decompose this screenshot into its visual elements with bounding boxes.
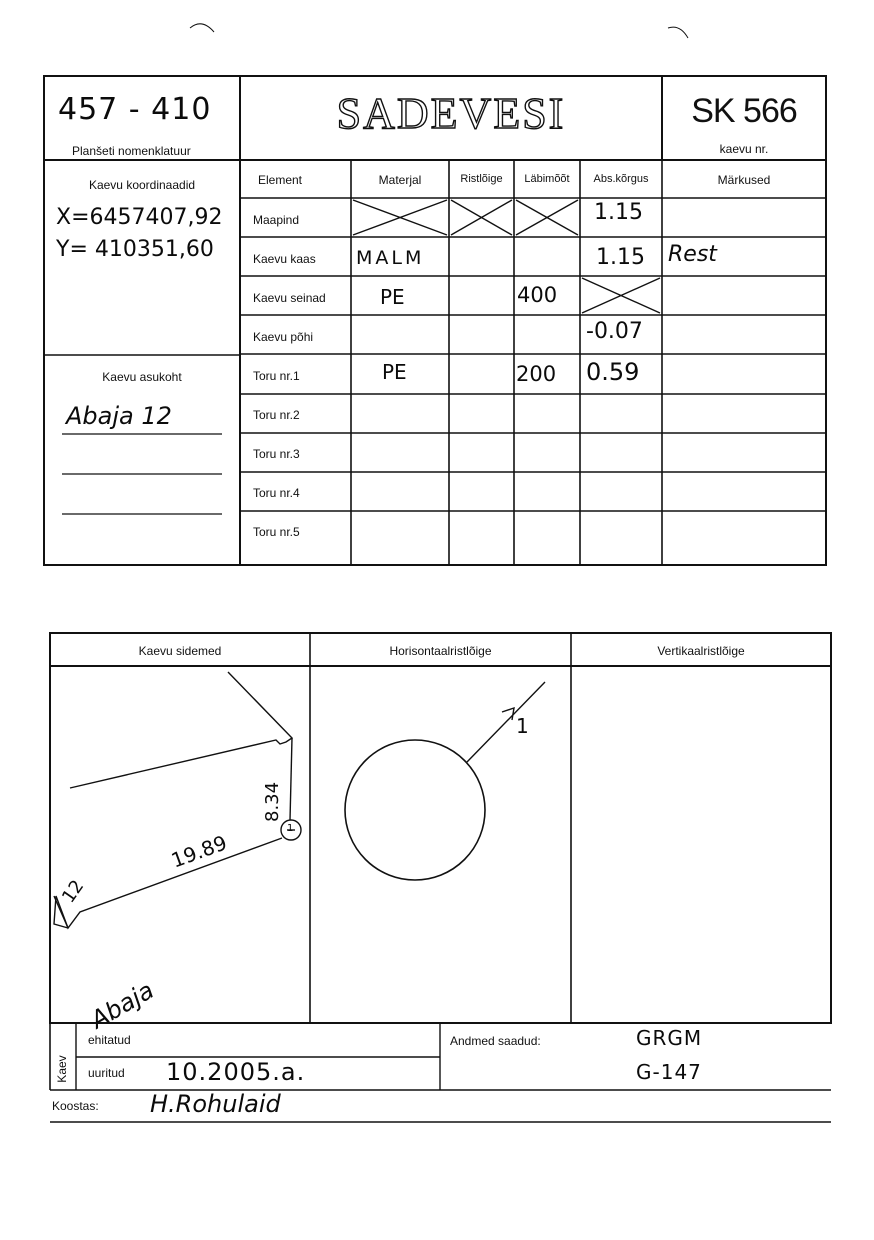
row-label-walls: Kaevu seinad	[253, 291, 326, 305]
row-label-pipe-5: Toru nr.5	[253, 525, 300, 539]
row-label-pipe-3: Toru nr.3	[253, 447, 300, 461]
walls-diameter: 400	[517, 283, 558, 307]
cover-abs-height: 1.15	[596, 245, 645, 270]
dimension-short: 8.34	[262, 781, 283, 822]
vertical-section-header: Vertikaalristlõige	[657, 644, 745, 658]
ties-header: Kaevu sidemed	[138, 644, 222, 658]
col-header-element: Element	[257, 173, 303, 187]
nomenclature-value: 457 - 410	[58, 92, 212, 127]
ground-abs-height: 1.15	[594, 200, 643, 225]
well-number-label: kaevu nr.	[719, 142, 769, 156]
punch-mark	[190, 24, 214, 32]
punch-mark	[668, 27, 688, 38]
coordinate-y: Y= 410351,60	[56, 237, 214, 262]
corner-label: 12	[58, 876, 89, 908]
well-marker: 1	[287, 823, 294, 834]
pipe-1-abs-height: 0.59	[586, 358, 640, 386]
coordinate-x: X=6457407,92	[56, 205, 223, 230]
nomenclature-label: Planšeti nomenklatuur	[72, 144, 191, 158]
data-source-value-2: G-147	[636, 1060, 702, 1084]
data-source-label: Andmed saadud:	[450, 1034, 541, 1048]
data-source-value-1: GRGM	[636, 1026, 703, 1050]
coordinates-label: Kaevu koordinaadid	[88, 178, 196, 192]
row-label-bottom: Kaevu põhi	[253, 330, 314, 344]
row-label-pipe-4: Toru nr.4	[253, 486, 300, 500]
compiled-label: Koostas:	[52, 1099, 99, 1113]
pipe-1-material: PE	[382, 360, 407, 384]
pipe-label: 1	[516, 714, 529, 738]
row-label-pipe-2: Toru nr.2	[253, 408, 300, 422]
walls-material: PE	[380, 285, 405, 309]
location-value: Abaja 12	[66, 402, 172, 430]
pipe-1-diameter: 200	[516, 362, 557, 386]
bottom-abs-height: -0.07	[586, 319, 643, 344]
col-header-diameter: Läbimõõt	[524, 173, 570, 185]
form-title: SADEVESI	[336, 89, 566, 138]
dimension-long: 19.89	[168, 830, 231, 873]
col-header-cross-section: Ristlõige	[460, 173, 503, 185]
compiled-value: H.Rohulaid	[150, 1090, 281, 1118]
col-header-abs-height: Abs.kõrgus	[593, 173, 649, 185]
built-label: ehitatud	[88, 1033, 131, 1047]
row-label-pipe-1: Toru nr.1	[253, 369, 300, 383]
side-label-well: Kaev	[55, 1055, 69, 1083]
street-name: Abaja	[86, 976, 159, 1035]
surveyed-label: uuritud	[88, 1066, 125, 1080]
row-label-cover: Kaevu kaas	[253, 252, 316, 266]
row-label-ground: Maapind	[253, 213, 300, 227]
location-label: Kaevu asukoht	[102, 370, 182, 384]
horizontal-section-header: Horisontaalristlõige	[389, 644, 492, 658]
col-header-notes: Märkused	[717, 173, 771, 187]
well-number-value: SK 566	[691, 92, 797, 130]
cover-note: Rest	[668, 242, 717, 267]
surveyed-value: 10.2005.a.	[166, 1058, 306, 1086]
col-header-material: Materjal	[378, 173, 422, 187]
cover-material: MALM	[356, 247, 425, 269]
